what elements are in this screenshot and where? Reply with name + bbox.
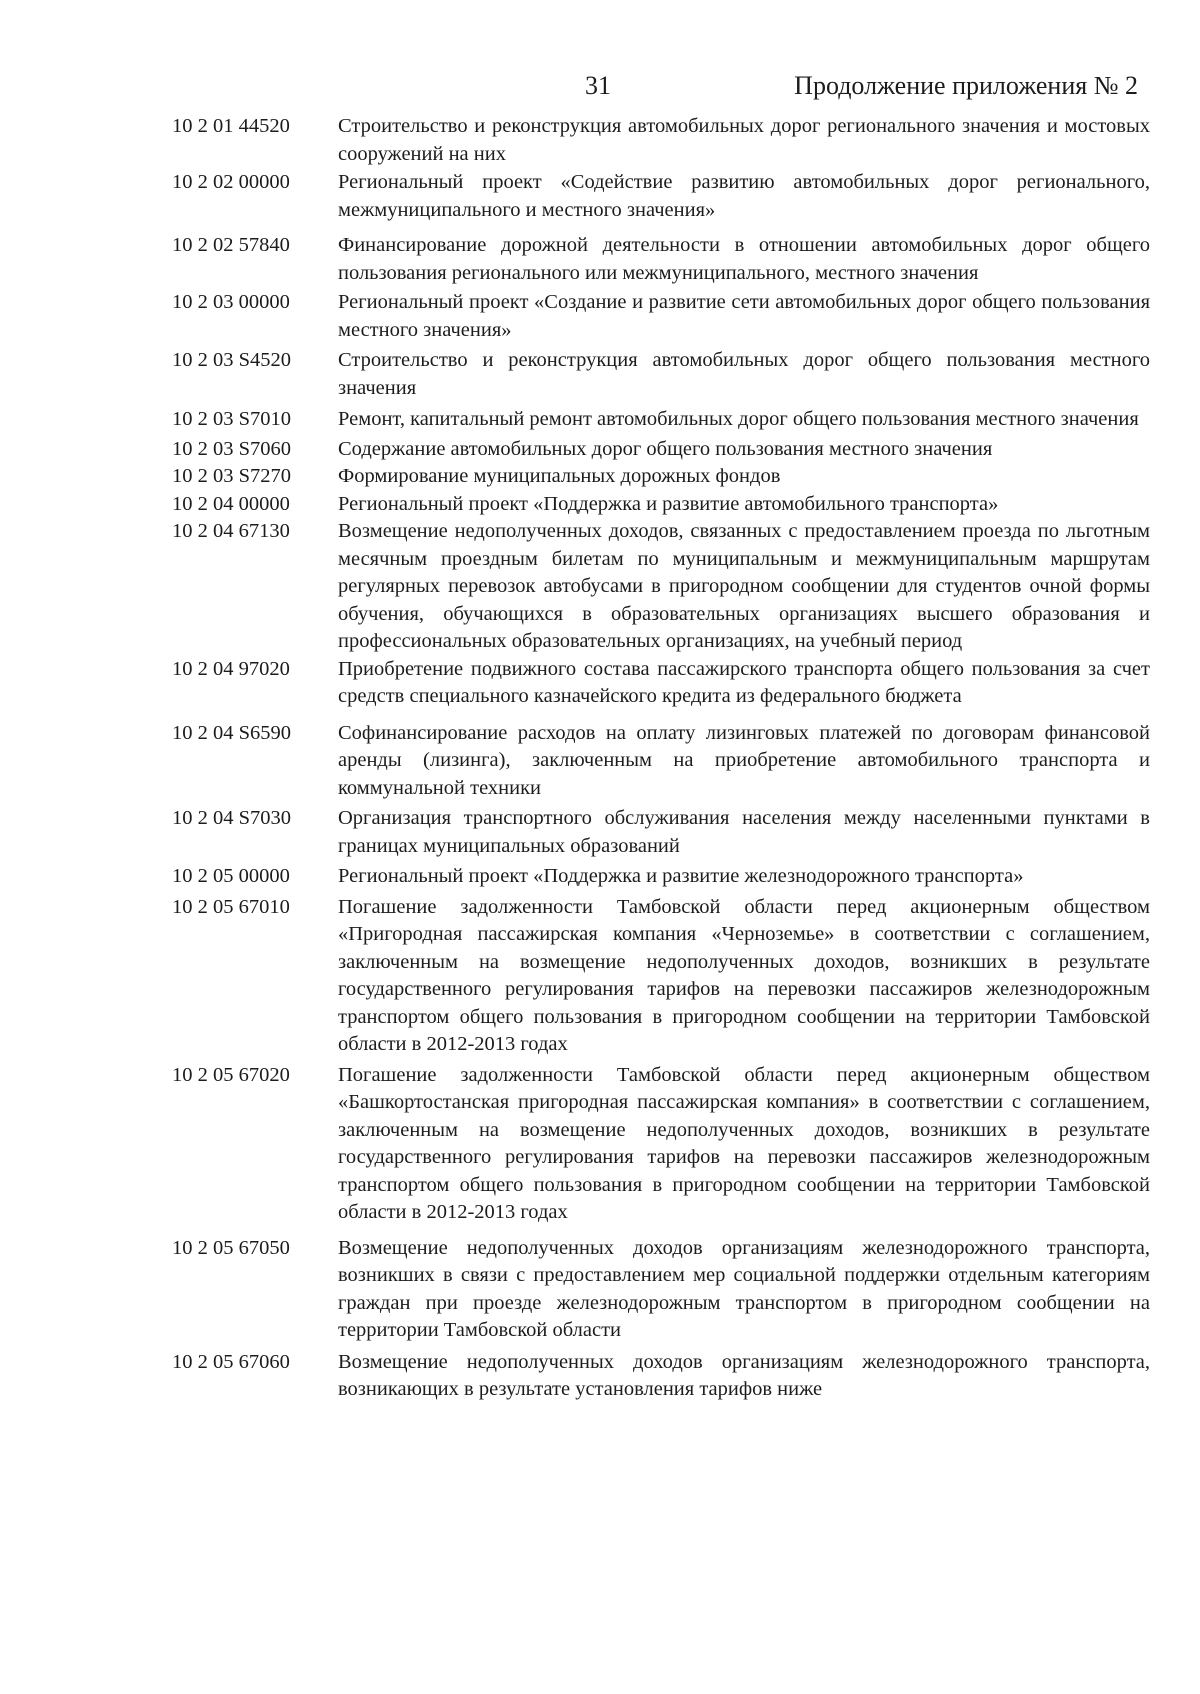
entry-code: 10 2 04 97020 [172, 657, 290, 680]
list-item [172, 406, 1150, 434]
list-item [172, 656, 1150, 711]
list-item [172, 463, 1150, 491]
entry-description: Возмещение недополученных доходов организациям железнодорожного транспорта, возникших в связи с предоставлением мер социальной поддержки отдельным категориям граждан при проезде железнодорожным транспортом в пригородном сообщении на территории Тамбовской области [338, 1236, 1150, 1341]
entry-description: Погашение задолженности Тамбовской области перед акционерным обществом «Пригородная пассажирская компания «Черноземье» в соответствии с соглашением, заключенным на возмещение недополученных доходов, возникших в результате государственного регулирования тарифов на перевозки пассажиров железнодорожным транспортом общего пользования в пригородном сообщении на территории Тамбовской области в 2012-2013 годах [338, 895, 1150, 1055]
entry-description: Возмещение недополученных доходов организациям железнодорожного транспорта, возникающих в результате установления тарифов ниже [338, 1350, 1150, 1400]
entry-code: 10 2 04 67130 [172, 520, 290, 542]
list-item [172, 1235, 1150, 1345]
entry-description: Содержание автомобильных дорог общего пользования местного значения [338, 437, 993, 460]
list-item [172, 805, 1150, 860]
list-item [172, 113, 1150, 168]
entry-description: Региональный проект «Создание и развитие сети автомобильных дорог общего пользования местного значения» [338, 291, 1150, 341]
entry-code: 10 2 03 S7060 [172, 437, 292, 460]
entry-code: 10 2 04 00000 [172, 492, 290, 515]
entry-code: 10 2 04 S7030 [172, 807, 292, 829]
entry-description: Погашение задолженности Тамбовской области перед акционерным обществом «Башкортостанская пригородная пассажирская компания» в соответствии с соглашением, заключенным на возмещение недополученных доходов, возникших в результате государственного регулирования тарифов на перевозки пассажиров железнодорожным транспортом общего пользования в пригородном сообщении на территории Тамбовской области в 2012-2013 годах [338, 1063, 1150, 1223]
entry-description: Строительство и реконструкция автомобильных дорог общего пользования местного значения [338, 349, 1150, 399]
list-item [172, 169, 1150, 224]
entry-code: 10 2 03 S7010 [172, 408, 292, 430]
entry-code: 10 2 05 67010 [172, 895, 290, 918]
entry-code: 10 2 04 S6590 [172, 721, 292, 744]
list-item [172, 518, 1150, 656]
entry-description: Приобретение подвижного состава пассажирского транспорта общего пользования за счет средств специального казначейского кредита из федерального бюджета [338, 657, 1150, 707]
list-item [172, 1349, 1150, 1404]
list-item [172, 232, 1150, 287]
entry-code: 10 2 05 67050 [172, 1236, 290, 1259]
list-item [172, 289, 1150, 344]
list-item [172, 491, 1150, 519]
list-item [172, 863, 1150, 891]
entry-description: Организация транспортного обслуживания населения между населенными пунктами в границах муниципальных образований [338, 807, 1150, 857]
entry-code: 10 2 05 00000 [172, 865, 290, 887]
list-item [172, 436, 1150, 464]
entry-code: 10 2 02 00000 [172, 171, 290, 193]
entry-code: 10 2 01 44520 [172, 115, 290, 137]
list-item [172, 894, 1150, 1059]
entry-code: 10 2 02 57840 [172, 234, 290, 256]
entry-description: Региональный проект «Содействие развитию автомобильных дорог регионального, межмуниципального и местного значения» [338, 171, 1150, 221]
entry-code: 10 2 05 67060 [172, 1350, 290, 1373]
entry-description: Региональный проект «Поддержка и развитие железнодорожного транспорта» [338, 865, 1024, 887]
list-item [172, 720, 1150, 803]
entry-description: Софинансирование расходов на оплату лизинговых платежей по договорам финансовой аренды (лизинга), заключенным на приобретение автомобильного транспорта и коммунальной техники [338, 721, 1150, 799]
entry-code: 10 2 03 S4520 [172, 349, 292, 371]
page-number: 31 [585, 71, 611, 100]
entry-code: 10 2 05 67020 [172, 1063, 290, 1086]
appendix-caption: Продолжение приложения № 2 [794, 71, 1138, 100]
classification-list [172, 113, 1150, 1404]
entry-code: 10 2 03 00000 [172, 291, 290, 313]
entry-description: Ремонт, капитальный ремонт автомобильных дорог общего пользования местного значения [338, 408, 1139, 430]
list-item [172, 1062, 1150, 1227]
entry-description: Региональный проект «Поддержка и развитие автомобильного транспорта» [338, 492, 999, 515]
entry-code: 10 2 03 S7270 [172, 465, 292, 487]
entry-description: Возмещение недополученных доходов, связанных с предоставлением проезда по льготным месячным проездным билетам по муниципальным и межмуниципальным маршрутам регулярных перевозок автобусами в пригородном сообщении для студентов очной формы обучения, обучающихся в образовательных организациях высшего образования и профессиональных образовательных организациях, на учебный период [338, 520, 1150, 652]
entry-description: Финансирование дорожной деятельности в отношении автомобильных дорог общего пользования регионального или межмуниципального, местного значения [338, 234, 1150, 284]
list-item [172, 347, 1150, 402]
entry-description: Формирование муниципальных дорожных фондов [338, 465, 781, 487]
entry-description: Строительство и реконструкция автомобильных дорог регионального значения и мостовых сооружений на них [338, 115, 1150, 165]
